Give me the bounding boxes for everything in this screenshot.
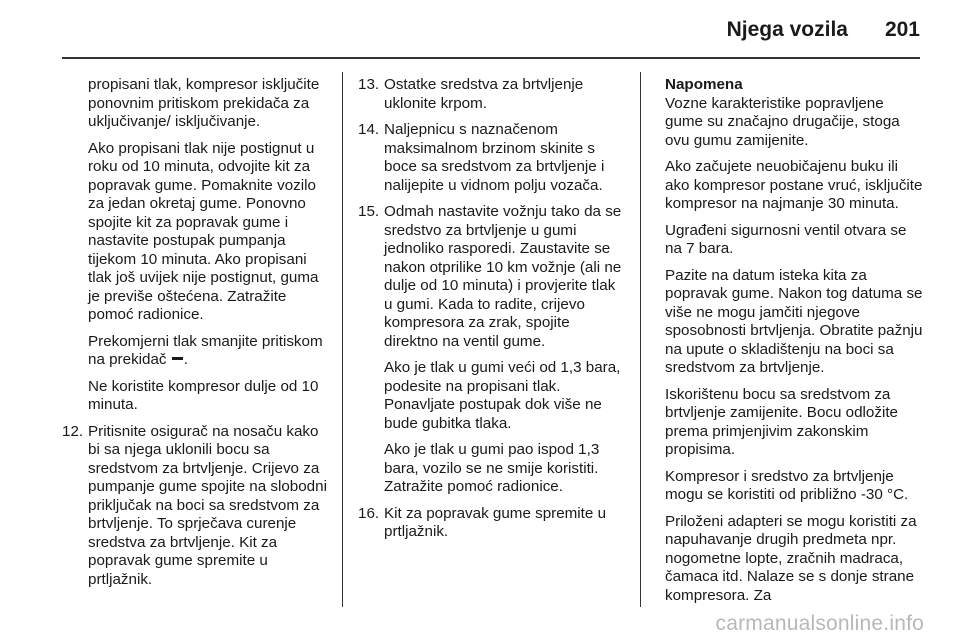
page-number: 201 — [884, 18, 920, 41]
list-item — [358, 505, 626, 542]
list-item-text: Naljepnicu s naznačenom maksimalnom brzinom skinite s boce sa sredstvom za brtvljenje i nalijepite u vidnom polju vozača. — [384, 121, 605, 194]
paragraph: Ne koristite kompresor dulje od 10 minuta. — [88, 377, 319, 413]
list-item-number: 15. — [358, 203, 380, 220]
paragraph: Iskorištenu bocu sa sredstvom za brtvljenje zamijenite. Bocu odložite prema primjenjivim zakonskim propisima. — [665, 385, 898, 458]
note-heading: Napomena — [665, 76, 743, 93]
paragraph: Ako začujete neuobičajenu buku ili ako kompresor postane vruć, isključite kompresor na najmanje 30 minuta. — [665, 158, 923, 212]
column-divider-2 — [640, 72, 641, 607]
column-left — [62, 76, 328, 597]
column-divider-1 — [342, 72, 343, 607]
list-item-text: Ako je tlak u gumi veći od 1,3 bara, podesite na propisani tlak. Ponavljate postupak dok više ne bude gubitka tlaka. — [384, 359, 621, 432]
paragraph-text: . — [183, 351, 188, 368]
list-item-text: Kit za popravak gume spremite u prtljažnik. — [384, 504, 607, 540]
paragraph: Pazite na datum isteka kita za popravak gume. Nakon tog datuma se više ne mogu jamčiti njegove sposobnosti brtvljenja. Obratite pažnju na upute o skladištenju na boci sa sredstvom za brtvljenje. — [665, 266, 923, 376]
list-item-text: Odmah nastavite vožnju tako da se sredstvo za brtvljenje u gumi jednoliko rasporedi. Zaustavite se nakon otprilike 10 km vožnje (ali ne dulje od 10 minuta) i provjerite tlak u gumi. Kada to radite, crijevo kompresora za zrak, spojite direktno na ventil gume. — [384, 203, 622, 350]
list-item-text: Ostatke sredstva za brtvljenje uklonite krpom. — [384, 76, 584, 112]
paragraph: Ugrađeni sigurnosni ventil otvara se na 7 bara. — [665, 221, 907, 257]
list-item-number: 16. — [358, 504, 380, 522]
paragraph-text: Prekomjerni tlak smanjite pritiskom na prekidač — [88, 332, 323, 368]
list-item — [358, 121, 626, 195]
minus-icon — [172, 357, 183, 360]
header-divider — [62, 57, 920, 59]
page-header — [0, 0, 960, 58]
watermark: carmanualsonline.info — [715, 612, 924, 635]
paragraph — [62, 333, 328, 370]
list-item-text: Pritisnite osigurač na nosaču kako bi sa njega uklonili bocu sa sredstvom za brtvljenje. Crijevo za pumpanje gume spojite na slobodni priključak na boci sa sredstvom za brtvljenje. To sprječava curenje sredstva za brtvljenje. Kit za popravak gume spremite u prtljažnik. — [88, 422, 327, 588]
list-item-number: 14. — [358, 121, 380, 138]
paragraph: propisani tlak, kompresor isključite ponovnim pritiskom prekidača za uključivanje/ isključivanje. — [88, 76, 320, 130]
page-title: Njega vozila — [726, 18, 848, 41]
column-middle — [358, 76, 626, 550]
list-item-number: 12. — [62, 422, 84, 440]
list-item-text: Ako je tlak u gumi pao ispod 1,3 bara, vozilo se ne smije koristiti. Zatražite pomoć radionice. — [384, 441, 600, 495]
list-item-number: 13. — [358, 76, 380, 93]
note-text: Vozne karakteristike popravljene gume su značajno drugačije, stoga ovu gumu zamijenite. — [665, 94, 900, 149]
paragraph: Ako propisani tlak nije postignut u roku od 10 minuta, odvojite kit za popravak gume. Pomaknite vozilo za jedan okretaj gume. Ponovno spojite kit za popravak gume i nastavite postupak pumpanja tijekom 10 minuta. Ako propisani tlak još uvijek nije postignut, guma je previše oštećena. Zatražite pomoć radionice. — [88, 139, 319, 323]
paragraph: Kompresor i sredstvo za brtvljenje mogu se koristiti od približno -30 °C. — [665, 467, 909, 503]
list-item — [358, 76, 626, 113]
list-item — [358, 203, 626, 497]
paragraph: Priloženi adapteri se mogu koristiti za napuhavanje drugih predmeta npr. nogometne lopte, zračnih madraca, čamaca itd. Nalaze se s donje strane kompresora. Za — [665, 512, 917, 604]
column-right — [665, 76, 925, 613]
list-item — [62, 423, 328, 590]
